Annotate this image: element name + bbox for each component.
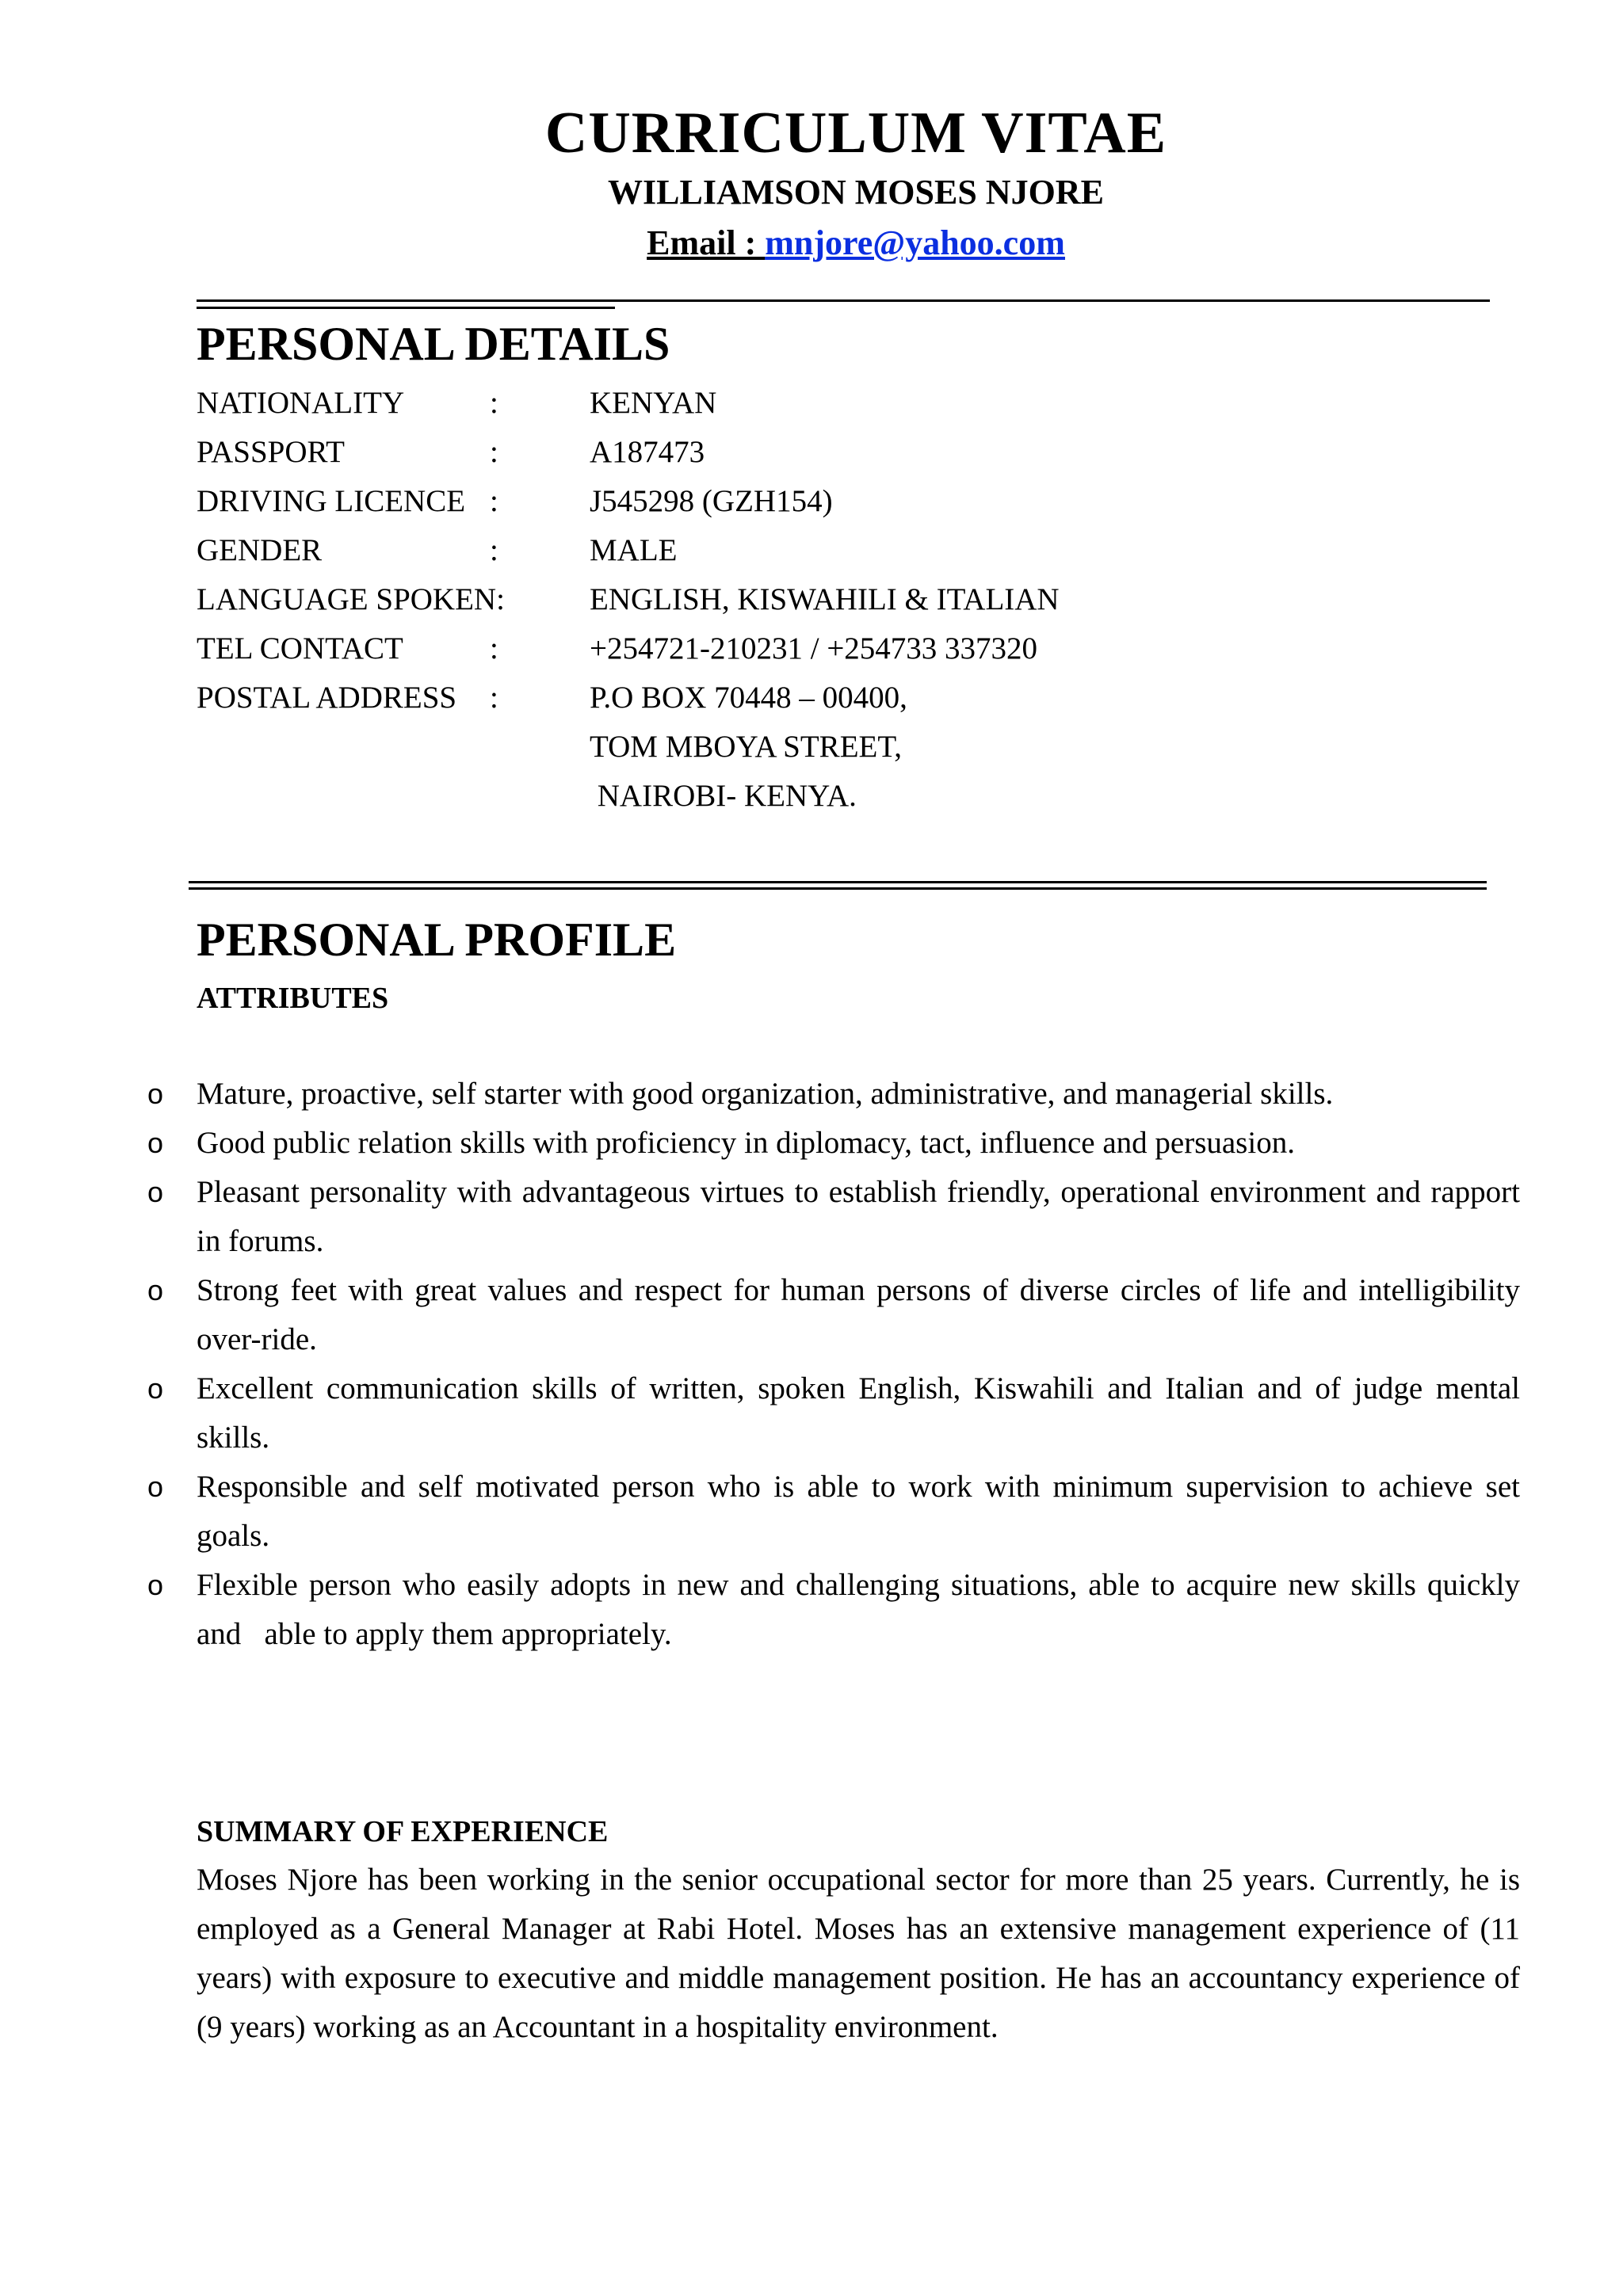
attribute-text: Strong feet with great values and respect for human persons of diverse circles of life and intelligibility over-ride. [197, 1273, 1520, 1356]
section-divider [189, 881, 1487, 883]
bullet-icon: o [147, 1127, 164, 1159]
bullet-icon: o [147, 1077, 164, 1110]
detail-label: NATIONALITY [197, 386, 405, 420]
detail-colon: : [490, 435, 498, 469]
detail-colon: : [490, 533, 498, 567]
detail-label: DRIVING LICENCE [197, 484, 466, 518]
detail-value: MALE [590, 533, 678, 567]
attribute-text: Responsible and self motivated person who is able to work with minimum supervision to achieve set goals. [197, 1470, 1520, 1553]
detail-label: GENDER [197, 533, 323, 567]
bullet-icon: o [147, 1470, 164, 1503]
list-item [147, 1119, 1520, 1168]
attribute-text: Flexible person who easily adopts in new and challenging situations, able to acquire new skills quickly and able to apply them appropriately. [197, 1568, 1528, 1651]
summary-heading: SUMMARY OF EXPERIENCE [197, 1815, 609, 1848]
attribute-text: Good public relation skills with proficiency in diplomacy, tact, influence and persuasion. [197, 1126, 1295, 1160]
detail-label: PASSPORT [197, 435, 346, 469]
detail-value: NAIROBI- KENYA. [590, 779, 857, 813]
bullet-icon: o [147, 1569, 164, 1601]
header-divider [197, 299, 1490, 302]
bullet-icon: o [147, 1176, 164, 1208]
detail-colon: : [490, 484, 498, 518]
detail-value: TOM MBOYA STREET, [590, 730, 903, 764]
document-title: CURRICULUM VITAE [544, 101, 1167, 166]
attribute-text: Excellent communication skills of written, spoken English, Kiswahili and Italian and of judge mental skills. [197, 1371, 1520, 1455]
email-line [0, 219, 1623, 267]
email-label: Email : [647, 223, 766, 262]
header-divider-short [197, 307, 615, 309]
list-item [147, 1266, 1520, 1364]
detail-label: TEL CONTACT [197, 631, 403, 666]
list-item [147, 1364, 1520, 1463]
list-item [147, 1463, 1520, 1561]
detail-label: LANGUAGE SPOKEN: [197, 582, 505, 616]
detail-value: +254721-210231 / +254733 337320 [590, 631, 1038, 666]
detail-value: KENYAN [590, 386, 717, 420]
detail-colon: : [490, 386, 498, 420]
bullet-icon: o [147, 1274, 164, 1306]
section-divider-second [189, 887, 1487, 890]
personal-details-heading: PERSONAL DETAILS [197, 318, 670, 370]
detail-colon: : [490, 631, 498, 666]
list-item [147, 1561, 1528, 1659]
detail-value: ENGLISH, KISWAHILI & ITALIAN [590, 582, 1060, 616]
detail-value: J545298 (GZH154) [590, 484, 833, 518]
personal-profile-heading: PERSONAL PROFILE [197, 913, 677, 966]
attribute-text: Mature, proactive, self starter with good organization, administrative, and managerial skills. [197, 1077, 1334, 1111]
attribute-text: Pleasant personality with advantageous virtues to establish friendly, operational environment and rapport in forums. [197, 1175, 1520, 1258]
attributes-heading: ATTRIBUTES [197, 982, 389, 1015]
bullet-icon: o [147, 1372, 164, 1405]
detail-label: POSTAL ADDRESS [197, 681, 457, 715]
email-link[interactable]: mnjore@yahoo.com [765, 223, 1065, 262]
summary-paragraph: Moses Njore has been working in the senior occupational sector for more than 25 years. Currently, he is employed as a General Manager at Rabi Hotel. Moses has an extensive management experience of (11 years) with exposure to executive and middle management position. He has an accountancy experience of (9 years) working as an Accountant in a hospitality environment. [197, 1863, 1520, 2044]
detail-colon: : [490, 681, 498, 715]
list-item [147, 1070, 1520, 1119]
list-item [147, 1168, 1520, 1266]
detail-value: A187473 [590, 435, 705, 469]
detail-value: P.O BOX 70448 – 00400, [590, 681, 907, 715]
candidate-name: WILLIAMSON MOSES NJORE [608, 173, 1104, 212]
